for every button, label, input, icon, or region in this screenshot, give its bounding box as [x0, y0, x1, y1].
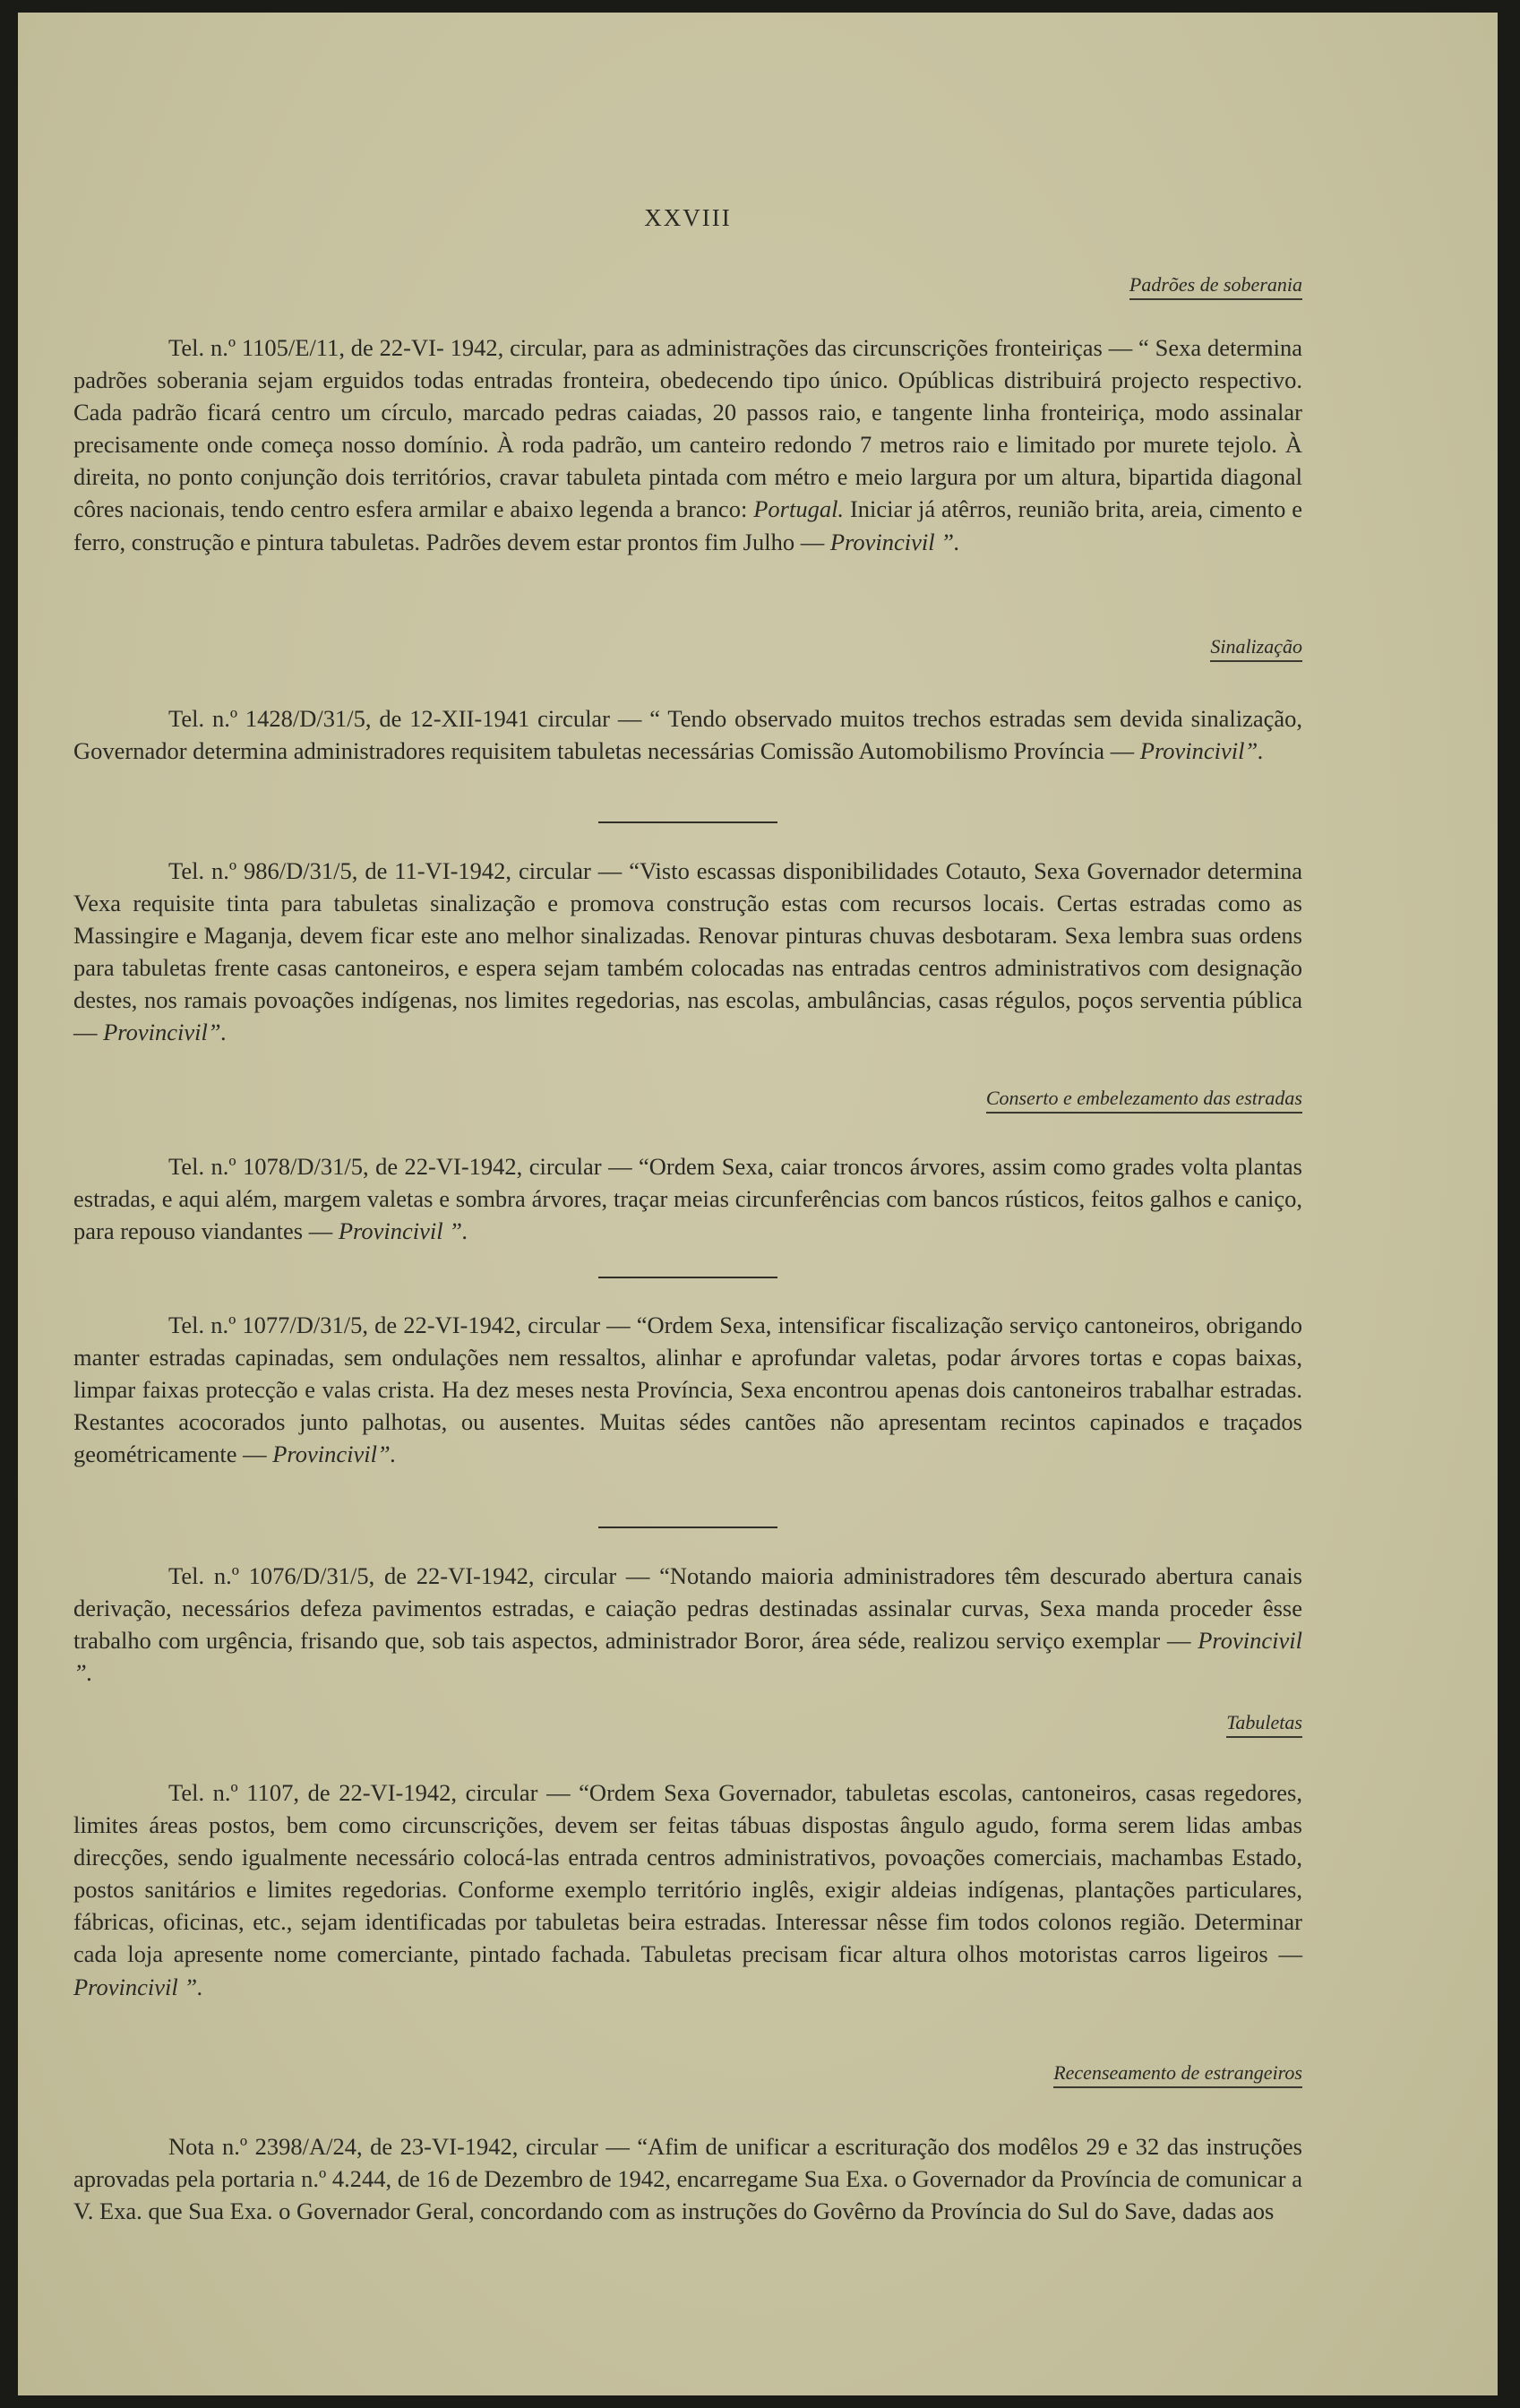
- entry-recenseamento-2398: [73, 2130, 1302, 2227]
- legend-text: Portugal.: [753, 495, 845, 523]
- entry-text: Tel. n.º 1107, de 22-VI-1942, circular — “Ordem Sexa Governador, tabuletas escolas, cantoneiros, casas regedores, limites áreas postos, bem como circunscrições, devem ser feitas tábuas dispostas ângulo agudo, forma serem lidas ambas direcções, sendo igualmente necessário colocá-las entrada centros administrativos, povoações comerciais, machambas Estado, postos sanitários e limites regedorias. Conforme exemplo território inglês, exigir aldeias indígenas, plantações particulares, fábricas, oficinas, etc., sejam identificadas por tabuletas beira estradas. Interessar nêsse fim todos colonos região. Determinar cada loja apresente nome comerciante, pintado fachada. Tabuletas precisam ficar altura olhos motoristas carros ligeiros —: [73, 1779, 1302, 1968]
- entry-text: Tel. n.º 1078/D/31/5, de 22-VI-1942, circular — “Ordem Sexa, caiar troncos árvores, assim como grades volta plantas estradas, e aqui além, margem valetas e sombra árvores, traçar meias circunferências com bancos rústicos, feitos galhos e caniço, para repouso viandantes —: [73, 1153, 1302, 1245]
- entry-text: Tel. n.º 986/D/31/5, de 11-VI-1942, circular — “Visto escassas disponibilidades Cotauto, Sexa Governador determina Vexa requisite tinta para tabuletas sinalização e promova construção estas com recursos locais. Certas estradas como as Massingire e Maganja, devem ficar este ano melhor sinalizadas. Renovar pinturas chuvas desbotaram. Sexa lembra suas ordens para tabuletas frente casas cantoneiros, e espera sejam também colocadas nas entradas centros administrativos com designação destes, nos ramais povoações indígenas, nos limites regedorias, nas escolas, ambulâncias, casas régulos, poços serventia pública —: [73, 857, 1302, 1046]
- separator-rule: [598, 1526, 777, 1528]
- entry-text: Tel. n.º 1077/D/31/5, de 22-VI-1942, circular — “Ordem Sexa, intensificar fiscalização serviço cantoneiros, obrigando manter estradas capinadas, sem ondulações nem ressaltos, alinhar e aprofundar valetas, podar árvores tortas e copas baixas, limpar faixas protecção e valas crista. Ha dez meses nesta Província, Sexa encontrou apenas dois cantoneiros trabalhar estradas. Restantes acocorados junto palhotas, ou ausentes. Muitas sédes cantões não apresentam recintos capinados e traçados geométricamente —: [73, 1312, 1302, 1468]
- entry-source: Provincivil ”.: [73, 1973, 203, 2000]
- entry-padroes-1105: [73, 331, 1302, 558]
- entry-source: Provincivil”.: [103, 1019, 228, 1046]
- entry-text: Iniciar já atêrros, reunião brita, areia, cimento e ferro, construção e pintura tabuletas. Padrões devem estar prontos fim Julho —: [73, 495, 1302, 555]
- entry-text: Nota n.º 2398/A/24, de 23-VI-1942, circular — “Afim de unificar a escrituração dos modêlos 29 e 32 das instruções aprovadas pela portaria n.º 4.244, de 16 de Dezembro de 1942, encarregame Sua Exa. o Governador da Província de comunicar a V. Exa. que Sua Exa. o Governador Geral, concordando com as instruções do Govêrno da Província do Sul do Save, dadas aos: [73, 2133, 1302, 2225]
- separator-rule: [598, 821, 777, 823]
- entry-source: Provincivil ”.: [338, 1217, 468, 1245]
- section-heading-tabuletas: Tabuletas: [1226, 1712, 1302, 1738]
- scanned-page: [18, 13, 1498, 2395]
- entry-source: Provincivil”.: [1139, 737, 1264, 765]
- entry-conserto-1078: [73, 1150, 1302, 1247]
- entry-source: Provincivil ”.: [73, 1627, 1302, 1687]
- section-heading-conserto: Conserto e embelezamento das estradas: [986, 1088, 1302, 1114]
- section-heading-sinalizacao: Sinalização: [1210, 636, 1302, 662]
- entry-text: Tel. n.º 1105/E/11, de 22-VI- 1942, circular, para as administrações das circunscrições fronteiriças — “ Sexa determina padrões soberania sejam erguidos todas entradas fronteira, obedecendo tipo único. Opúblicas distribuirá projecto respectivo. Cada padrão ficará centro um círculo, marcado pedras caiadas, 20 passos raio, e tangente linha fronteiriça, modo assinalar precisamente onde começa nosso domínio. À roda padrão, um canteiro redondo 7 metros raio e limitado por murete tejolo. À direita, no ponto conjunção dois territórios, cravar tabuleta pintada com métro e meio largura por um altura, bipartida diagonal côres nacionais, tendo centro esfera armilar e abaixo legenda a branco:: [73, 334, 1302, 523]
- entry-source: Provincivil”.: [272, 1440, 397, 1468]
- entry-sinalizacao-1428: [73, 702, 1302, 767]
- entry-tabuletas-1107: [73, 1776, 1302, 2003]
- entry-source: Provincivil ”.: [829, 528, 960, 555]
- page-number: XXVIII: [644, 204, 732, 231]
- entry-conserto-1076: [73, 1560, 1302, 1689]
- entry-text: Tel. n.º 1428/D/31/5, de 12-XII-1941 circular — “ Tendo observado muitos trechos estradas sem devida sinalização, Governador determina administradores requisitem tabuletas necessárias Comissão Automobilismo Província —: [73, 705, 1302, 765]
- section-heading-padroes: Padrões de soberania: [1129, 274, 1302, 300]
- entry-conserto-1077: [73, 1309, 1302, 1470]
- separator-rule: [598, 1277, 777, 1278]
- entry-sinalizacao-986: [73, 855, 1302, 1049]
- section-heading-recenseamento: Recenseamento de estrangeiros: [1053, 2062, 1302, 2088]
- entry-text: Tel. n.º 1076/D/31/5, de 22-VI-1942, circular — “Notando maioria administradores têm descurado abertura canais derivação, necessários defeza pavimentos estradas, e caiação pedras destinadas assinalar curvas, Sexa manda proceder êsse trabalho com urgência, frisando que, sob tais aspectos, administrador Boror, área séde, realizou serviço exemplar —: [73, 1562, 1302, 1655]
